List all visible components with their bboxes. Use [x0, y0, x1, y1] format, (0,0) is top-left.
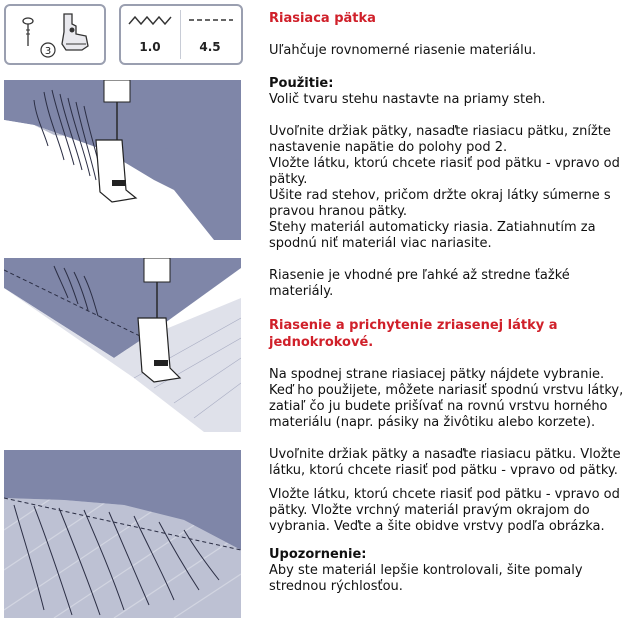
straight-stitch-icon: [187, 16, 235, 24]
page-title: Riasiaca pätka: [269, 11, 376, 26]
section2-paragraph-2: Uvoľnite držiak pätky a nasaďte riasiacu pätku. Vložte látku, ktorú chcete riasiť pod pätku - vpravo od pätky.: [269, 447, 621, 478]
instruction-text: [269, 10, 629, 595]
section2-title: Riasenie a prichytenie zriasenej látky a jednokrokové.: [269, 318, 558, 350]
stitch-length-value: 4.5: [199, 40, 221, 54]
step-3: Ušite rad stehov, pričom držte okraj látky súmerne s pravou hranou pätky.: [269, 188, 611, 219]
step-1: Uvoľnite držiak pätky, nasaďte riasiacu pätku, znížte nastavenie napätie do polohy pod 2.: [269, 124, 611, 155]
intro-text: Uľahčuje rovnomerné riasenie materiálu.: [269, 43, 537, 58]
stitch-setting-box: [119, 4, 243, 65]
note-text: Aby ste materiál lepšie kontrolovali, šite pomaly strednou rýchlosťou.: [269, 563, 583, 594]
section2-paragraph-1: Na spodnej strane riasiacej pätky nájdete vybranie. Keď ho použijete, môžete nariasiť spodnú vrstvu látky, zatiaľ čo ju budete prišívať na rovnú vrstvu horného materiálu (napr. pásiky na živôtiku alebo korzete).: [269, 367, 624, 430]
note-heading: Upozornenie:: [269, 547, 367, 562]
stitch-width-value: 1.0: [139, 40, 161, 54]
presser-foot-icon: [6, 6, 104, 63]
presser-foot-number: 3: [44, 46, 52, 57]
usage-heading: Použitie:: [269, 76, 334, 91]
illustration-column: [0, 0, 260, 636]
gathering-illustration: [4, 80, 241, 240]
zigzag-stitch-icon: [127, 14, 175, 28]
step-4: Stehy materiál automaticky riasia. Zatiahnutím za spodnú niť materiál viac nariasite.: [269, 220, 596, 251]
usage-text: Volič tvaru stehu nastavte na priamy steh.: [269, 92, 546, 107]
presser-foot-setting: [4, 4, 106, 65]
section2-paragraph-3: Vložte látku, ktorú chcete riasiť pod pätku - vpravo od pätky. Vložte vrchný materiál pravým okrajom do vybrania. Veďte a šite obidve vrstvy podľa obrázka.: [269, 487, 620, 534]
gathered-result-illustration: [4, 450, 241, 618]
step-2: Vložte látku, ktorú chcete riasiť pod pätku - vpravo od pätky.: [269, 156, 620, 187]
suitability-text: Riasenie je vhodné pre ľahké až stredne ťažké materiály.: [269, 268, 570, 299]
gathering-attaching-illustration: [4, 258, 241, 432]
